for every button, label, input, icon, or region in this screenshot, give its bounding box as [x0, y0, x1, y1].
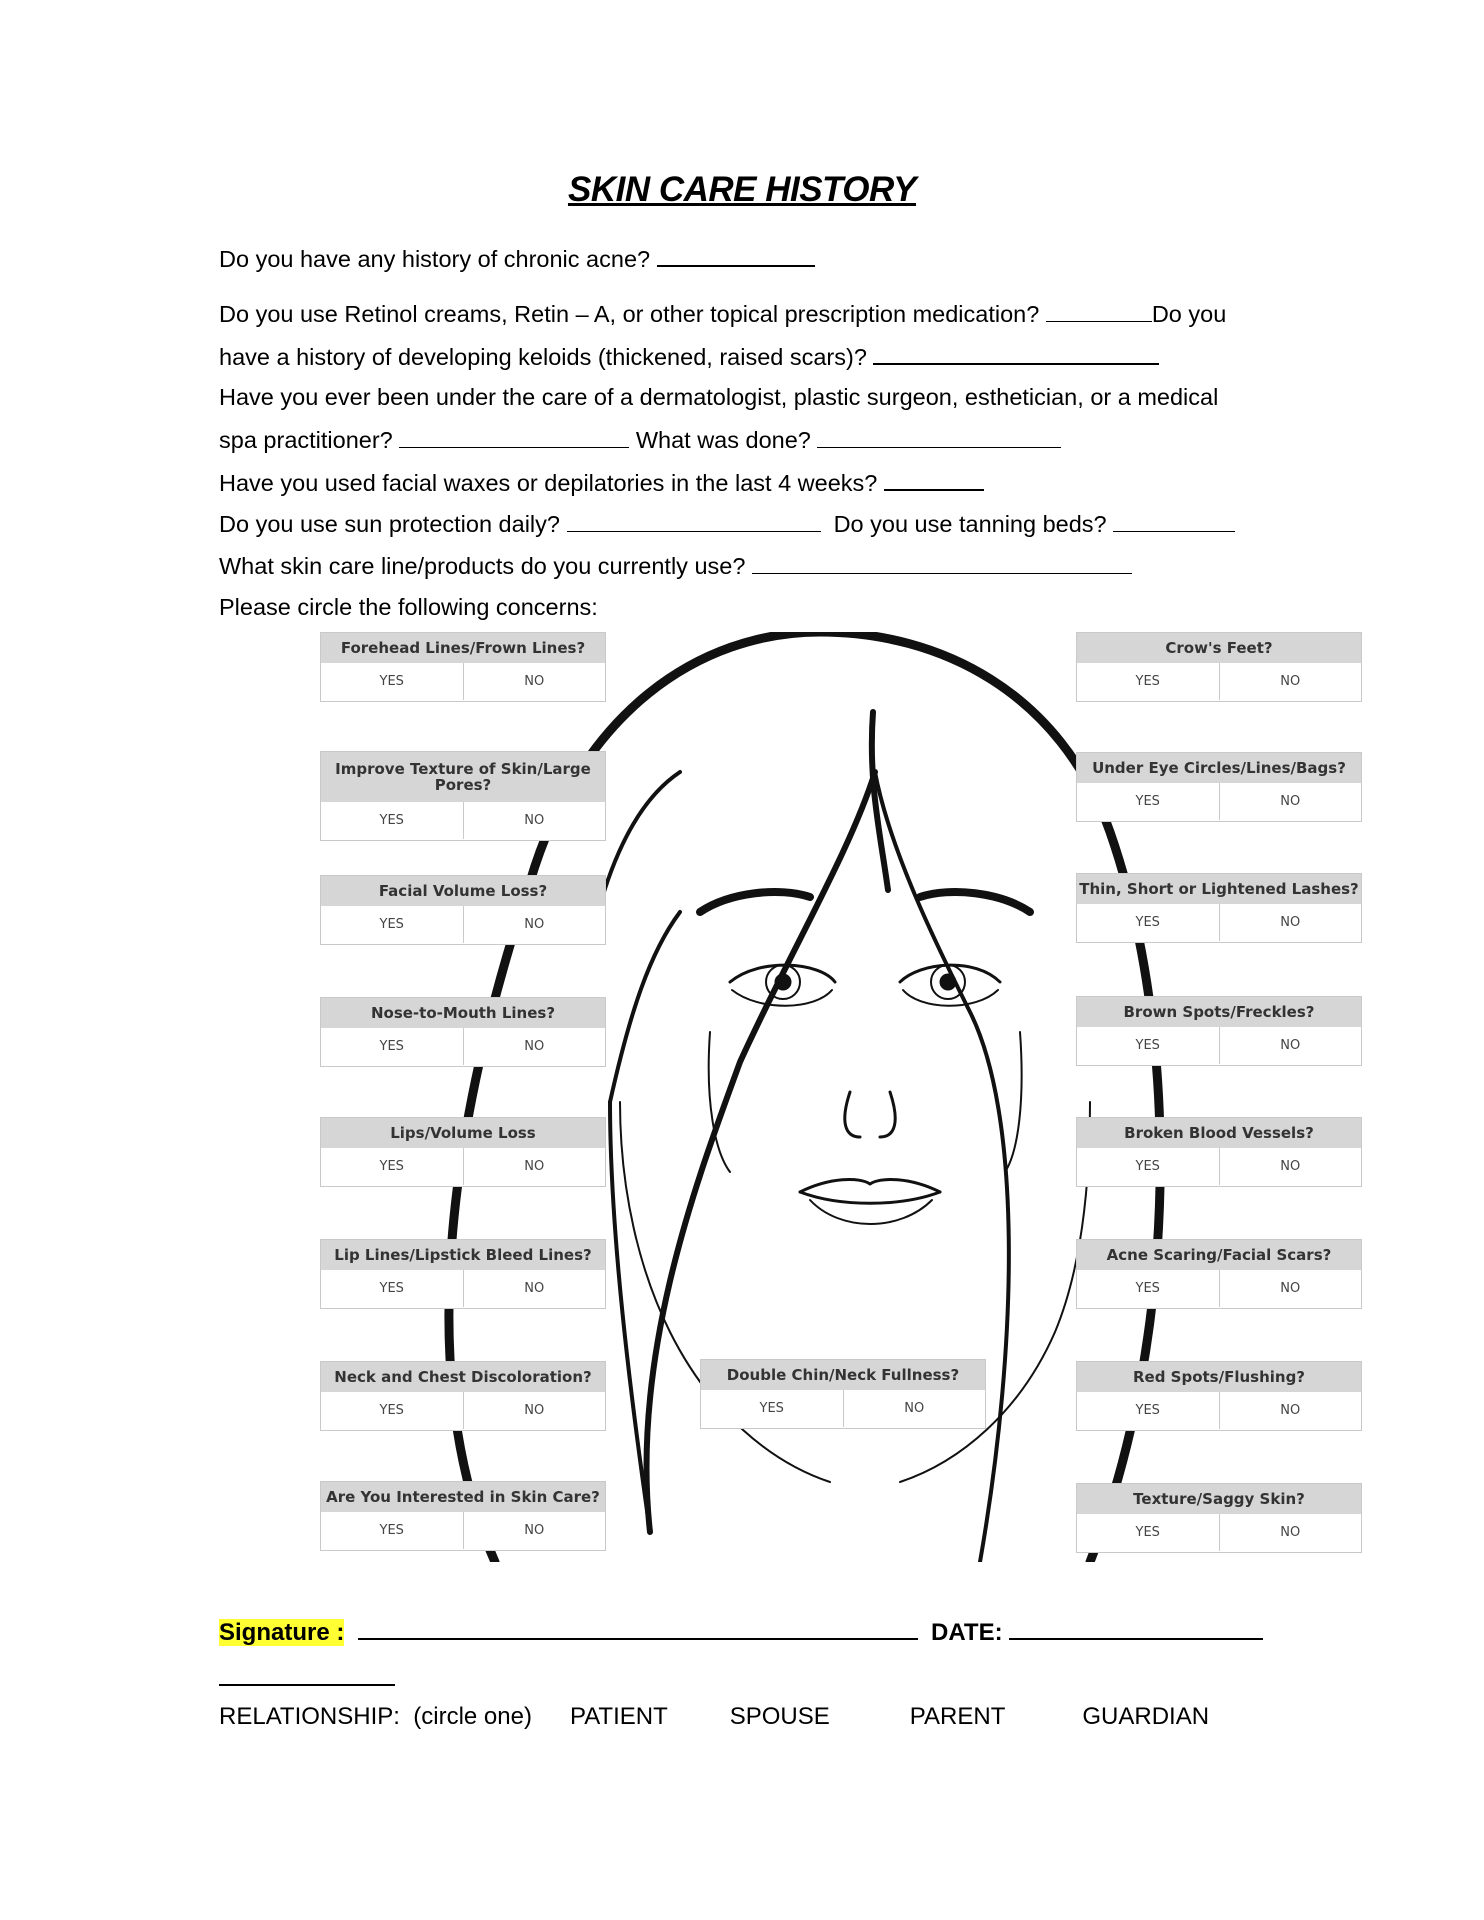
question-concerns-text: Please circle the following concerns:	[219, 594, 598, 620]
no-option[interactable]: NO	[1219, 1392, 1362, 1429]
signature-row	[219, 1616, 1263, 1647]
date-label: DATE:	[931, 1619, 1003, 1646]
what-done-answer-field[interactable]	[817, 425, 1061, 448]
concern-label: Acne Scaring/Facial Scars?	[1077, 1240, 1361, 1270]
page-title: SKIN CARE HISTORY	[567, 170, 917, 209]
products-answer-field[interactable]	[752, 551, 1132, 574]
retinol-answer-field[interactable]	[1046, 299, 1152, 322]
concern-label: Texture/Saggy Skin?	[1077, 1484, 1361, 1514]
question-products-text: What skin care line/products do you currently use?	[219, 553, 746, 579]
concern-double-chin	[700, 1359, 986, 1429]
no-option[interactable]: NO	[463, 663, 606, 700]
no-option[interactable]: NO	[463, 1270, 606, 1307]
question-acne	[219, 243, 815, 273]
yes-option[interactable]: YES	[1135, 1038, 1160, 1053]
yes-option[interactable]: YES	[379, 674, 404, 689]
concern-label: Brown Spots/Freckles?	[1077, 997, 1361, 1027]
relationship-row	[219, 1703, 1209, 1731]
date-field[interactable]	[1009, 1616, 1263, 1640]
yes-option[interactable]: YES	[379, 813, 404, 828]
tanning-answer-field[interactable]	[1113, 509, 1235, 532]
no-option[interactable]: NO	[463, 1512, 606, 1549]
question-dermatologist	[219, 383, 1218, 411]
concern-under-eye	[1076, 752, 1362, 822]
concern-label: Crow's Feet?	[1077, 633, 1361, 663]
question-retinol-text: Do you use Retinol creams, Retin – A, or other topical prescription medication?	[219, 301, 1040, 327]
no-option[interactable]: NO	[463, 802, 606, 839]
face-concerns-chart	[320, 632, 1360, 1562]
sun-answer-field[interactable]	[567, 509, 821, 532]
concern-label: Improve Texture of Skin/Large Pores?	[321, 752, 605, 802]
relationship-option-patient[interactable]: PATIENT	[569, 1703, 668, 1730]
concern-brown-spots	[1076, 996, 1362, 1066]
no-option[interactable]: NO	[463, 906, 606, 943]
concern-label: Facial Volume Loss?	[321, 876, 605, 906]
concern-label: Neck and Chest Discoloration?	[321, 1362, 605, 1392]
keloids-answer-field[interactable]	[873, 341, 1159, 365]
question-products	[219, 551, 1132, 580]
yes-option[interactable]: YES	[379, 917, 404, 932]
yes-option[interactable]: YES	[379, 1159, 404, 1174]
no-option[interactable]: NO	[1219, 1148, 1362, 1185]
yes-option[interactable]: YES	[1135, 1525, 1160, 1540]
concern-acne-scarring	[1076, 1239, 1362, 1309]
yes-option[interactable]: YES	[1135, 1281, 1160, 1296]
concern-label: Are You Interested in Skin Care?	[321, 1482, 605, 1512]
yes-option[interactable]: YES	[1135, 794, 1160, 809]
relationship-label: RELATIONSHIP: (circle one)	[219, 1703, 532, 1730]
concern-skin-care-interest	[320, 1481, 606, 1551]
signature-field[interactable]	[358, 1616, 918, 1640]
no-option[interactable]: NO	[463, 1148, 606, 1185]
concern-lip-lines	[320, 1239, 606, 1309]
concern-neck-chest-discoloration	[320, 1361, 606, 1431]
concern-lips-volume-loss	[320, 1117, 606, 1187]
question-keloids-start: Do you	[1151, 301, 1227, 327]
concern-label: Double Chin/Neck Fullness?	[701, 1360, 985, 1390]
relationship-option-parent[interactable]: PARENT	[909, 1703, 1006, 1730]
yes-option[interactable]: YES	[1135, 1403, 1160, 1418]
relationship-option-spouse[interactable]: SPOUSE	[729, 1703, 830, 1730]
concern-label: Under Eye Circles/Lines/Bags?	[1077, 753, 1361, 783]
relationship-option-guardian[interactable]: GUARDIAN	[1082, 1703, 1210, 1730]
question-what-done-text: What was done?	[635, 427, 811, 453]
practitioner-answer-field[interactable]	[399, 425, 629, 448]
question-sun-text: Do you use sun protection daily?	[219, 511, 560, 537]
concern-skin-texture	[320, 751, 606, 841]
signature-continuation-line	[219, 1684, 395, 1686]
no-option[interactable]: NO	[1219, 1027, 1362, 1064]
yes-option[interactable]: YES	[1135, 1159, 1160, 1174]
question-acne-text: Do you have any history of chronic acne?	[219, 246, 651, 272]
question-concerns	[219, 593, 598, 621]
concern-label: Lips/Volume Loss	[321, 1118, 605, 1148]
concern-crows-feet	[1076, 632, 1362, 702]
yes-option[interactable]: YES	[379, 1039, 404, 1054]
no-option[interactable]: NO	[1219, 1270, 1362, 1307]
concern-label: Lip Lines/Lipstick Bleed Lines?	[321, 1240, 605, 1270]
question-retinol	[219, 299, 1226, 328]
concern-label: Thin, Short or Lightened Lashes?	[1077, 874, 1361, 904]
acne-answer-field[interactable]	[657, 243, 815, 267]
question-practitioner-text: spa practitioner?	[219, 427, 393, 453]
no-option[interactable]: NO	[463, 1392, 606, 1429]
waxes-answer-field[interactable]	[884, 467, 984, 491]
question-tanning-text: Do you use tanning beds?	[833, 511, 1107, 537]
question-waxes	[219, 467, 984, 497]
no-option[interactable]: NO	[1219, 783, 1362, 820]
concern-broken-blood-vessels	[1076, 1117, 1362, 1187]
yes-option[interactable]: YES	[379, 1403, 404, 1418]
question-practitioner	[219, 425, 1061, 454]
yes-option[interactable]: YES	[379, 1281, 404, 1296]
question-keloids	[219, 341, 1159, 371]
signature-label: Signature :	[219, 1619, 345, 1646]
concern-nose-to-mouth-lines	[320, 997, 606, 1067]
question-sun-protection	[219, 509, 1235, 538]
concern-label: Broken Blood Vessels?	[1077, 1118, 1361, 1148]
no-option[interactable]: NO	[1219, 663, 1362, 700]
yes-option[interactable]: YES	[379, 1523, 404, 1538]
concern-red-spots	[1076, 1361, 1362, 1431]
concern-label: Red Spots/Flushing?	[1077, 1362, 1361, 1392]
concern-label: Forehead Lines/Frown Lines?	[321, 633, 605, 663]
concern-label: Nose-to-Mouth Lines?	[321, 998, 605, 1028]
concern-facial-volume-loss	[320, 875, 606, 945]
no-option[interactable]: NO	[1219, 1514, 1362, 1551]
question-waxes-text: Have you used facial waxes or depilatories in the last 4 weeks?	[219, 470, 878, 496]
yes-option[interactable]: YES	[1135, 915, 1160, 930]
concern-texture-saggy-skin	[1076, 1483, 1362, 1553]
no-option[interactable]: NO	[1219, 904, 1362, 941]
no-option[interactable]: NO	[463, 1028, 606, 1065]
concern-forehead-lines	[320, 632, 606, 702]
question-dermatologist-text: Have you ever been under the care of a dermatologist, plastic surgeon, esthetician, or a medical	[219, 384, 1219, 410]
yes-option[interactable]: YES	[1135, 674, 1160, 689]
yes-option[interactable]: YES	[759, 1401, 784, 1416]
question-keloids-text: have a history of developing keloids (thickened, raised scars)?	[219, 344, 867, 370]
concern-lashes	[1076, 873, 1362, 943]
no-option[interactable]: NO	[843, 1390, 986, 1427]
